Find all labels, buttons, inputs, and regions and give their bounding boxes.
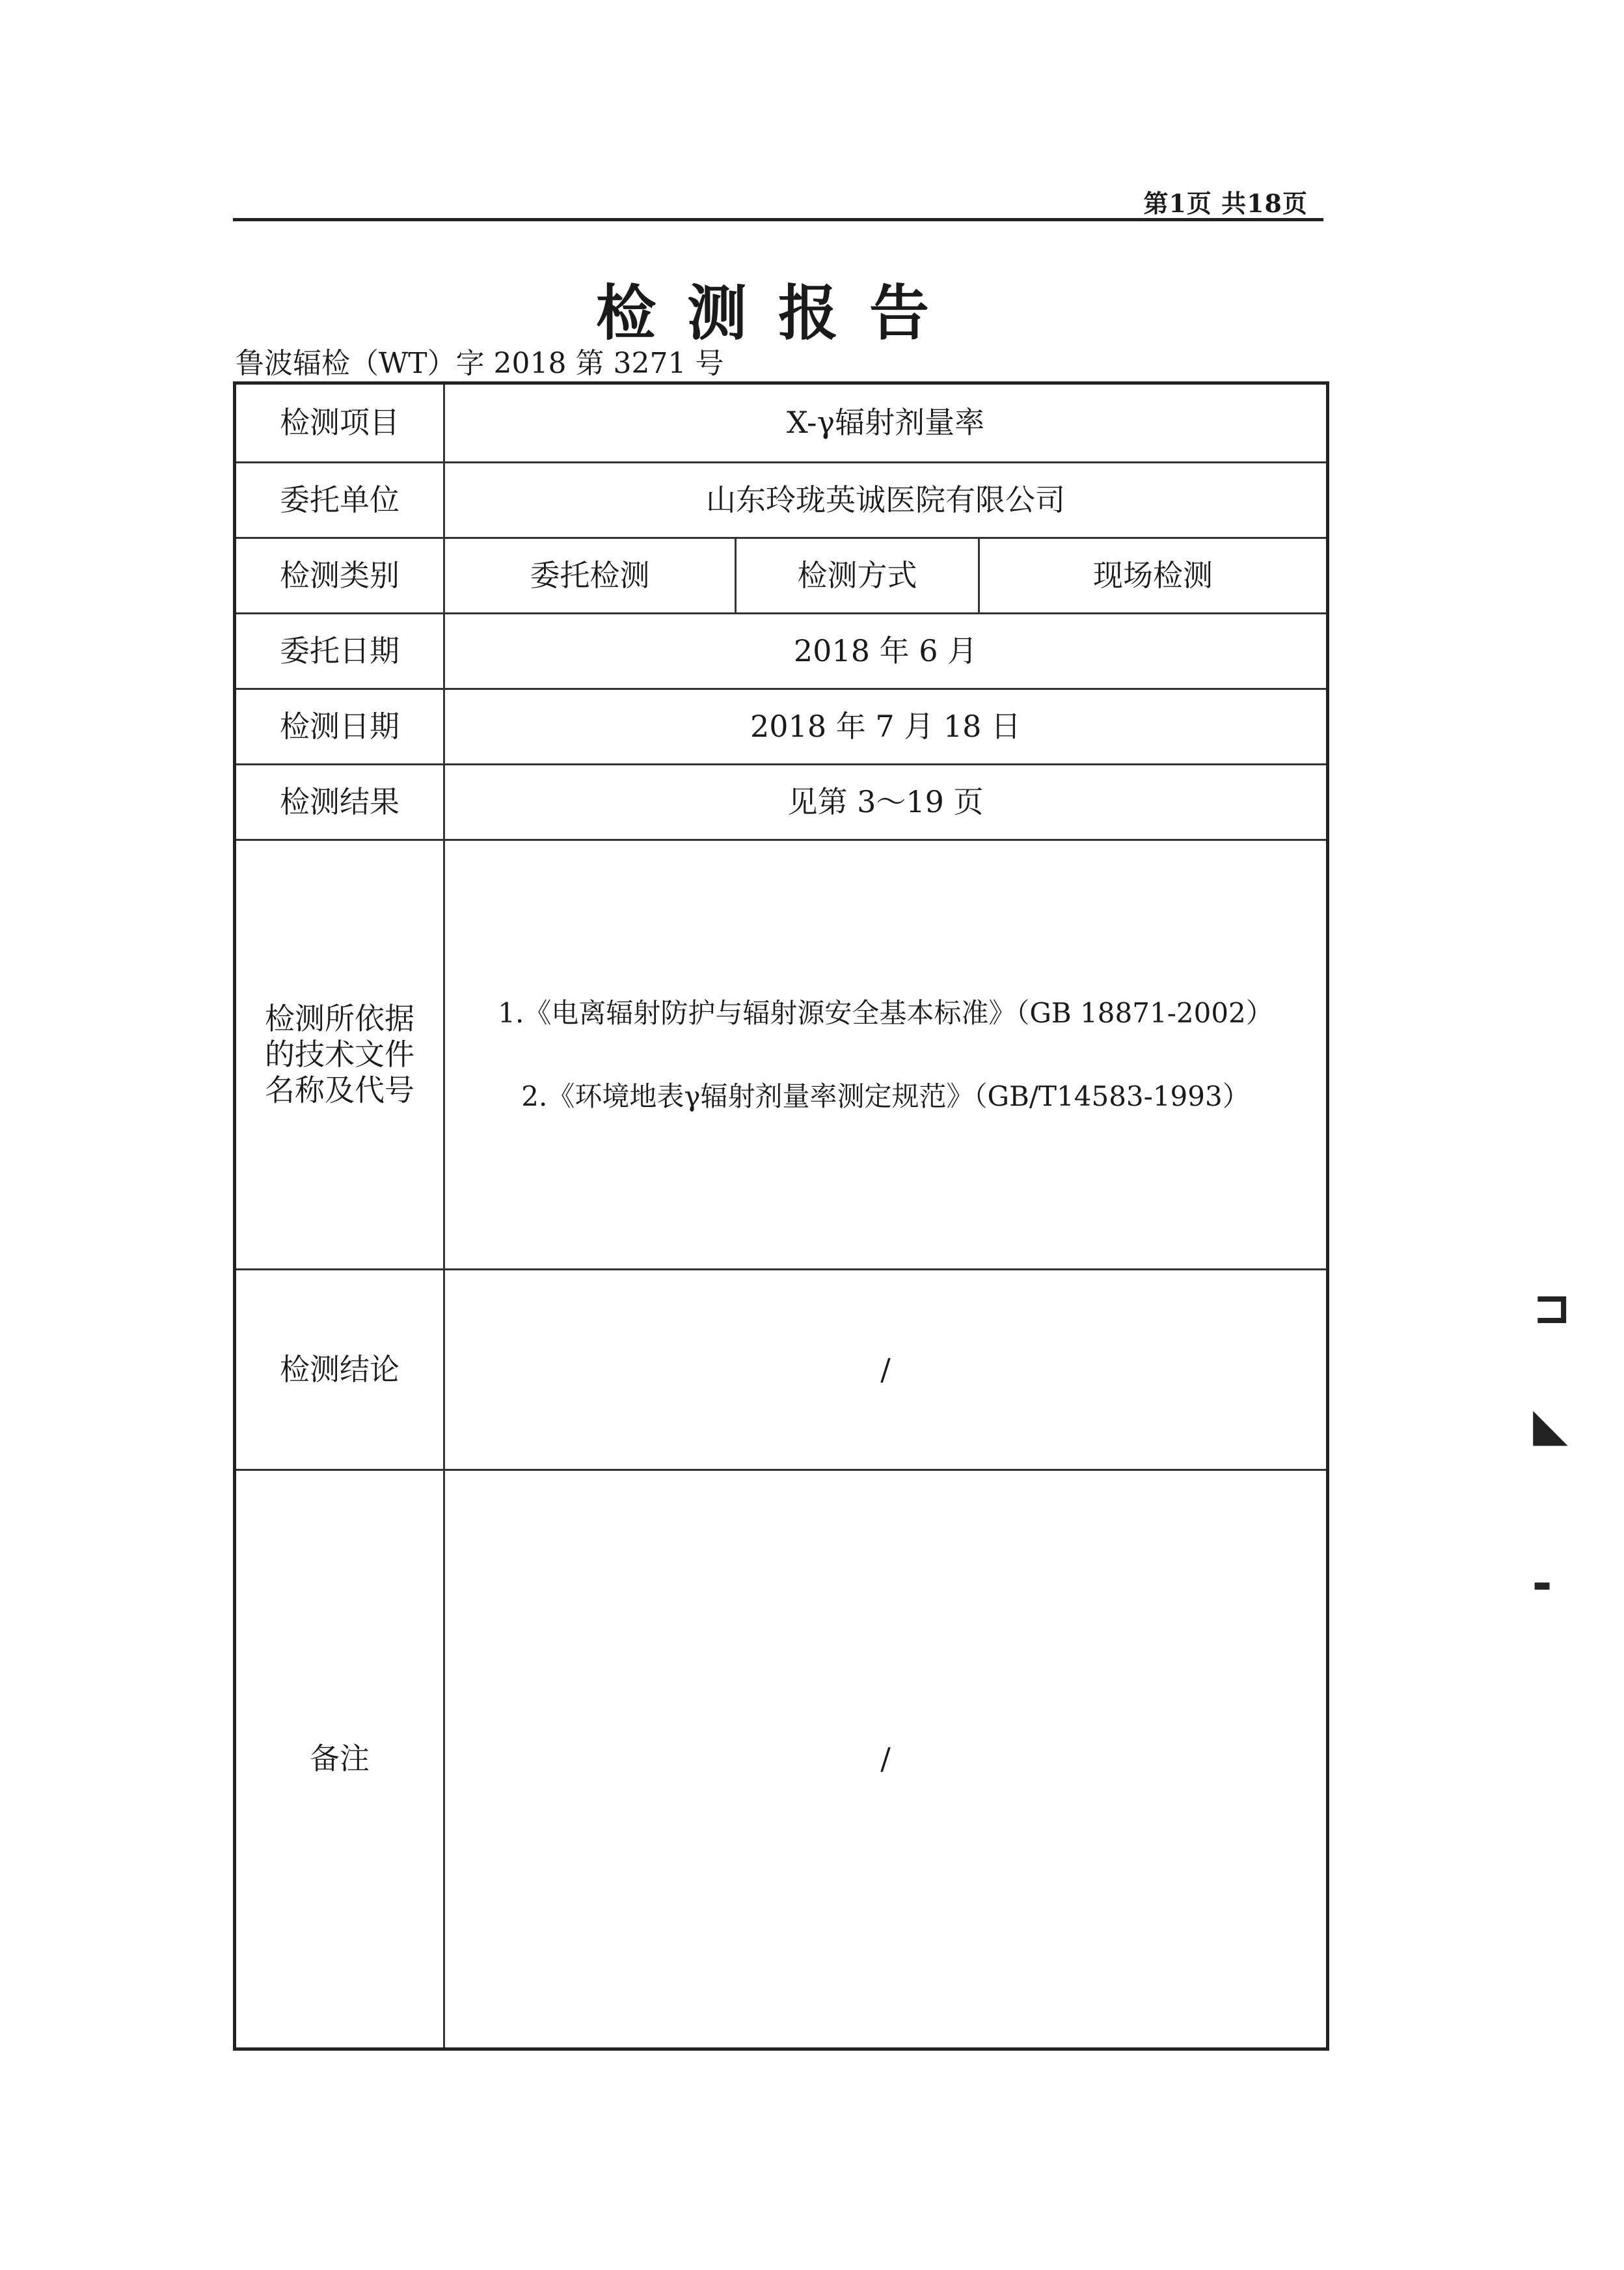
label-basis-line: 的技术文件 xyxy=(265,1036,414,1072)
seal-fragment-mark: ◣ xyxy=(1533,1398,1568,1451)
value-result: 见第 3～19 页 xyxy=(444,765,1328,840)
row-conclusion xyxy=(235,1270,1328,1470)
label-result: 检测结果 xyxy=(235,765,444,840)
report-title: 检测报告 xyxy=(595,278,960,348)
label-method: 检测方式 xyxy=(736,538,979,614)
row-entrust-date xyxy=(235,614,1328,689)
value-category: 委托检测 xyxy=(444,538,736,614)
label-category: 检测类别 xyxy=(235,538,444,614)
label-basis xyxy=(235,840,444,1270)
row-test-date xyxy=(235,689,1328,765)
seal-fragment-mark: ▬ xyxy=(1533,1574,1552,1596)
row-test-item xyxy=(235,383,1328,463)
value-client: 山东玲珑英诚医院有限公司 xyxy=(444,463,1328,538)
seal-fragment-mark: ⊐ xyxy=(1533,1281,1571,1334)
label-basis-line: 名称及代号 xyxy=(265,1073,414,1108)
basis-standard-item: 1.《电离辐射防护与辐射源安全基本标准》（GB 18871-2002） xyxy=(498,996,1273,1029)
label-client: 委托单位 xyxy=(235,463,444,538)
label-basis-line: 检测所依据 xyxy=(265,1000,414,1036)
label-entrust-date: 委托日期 xyxy=(235,614,444,689)
report-table xyxy=(233,381,1329,2051)
row-client xyxy=(235,463,1328,538)
row-remarks xyxy=(235,1470,1328,2049)
value-entrust-date: 2018 年 6 月 xyxy=(444,614,1328,689)
value-remarks: / xyxy=(444,1470,1328,2049)
label-test-item: 检测项目 xyxy=(235,383,444,463)
label-conclusion: 检测结论 xyxy=(235,1270,444,1470)
header-rule xyxy=(233,218,1323,221)
value-test-item: X-γ辐射剂量率 xyxy=(444,383,1328,463)
label-remarks: 备注 xyxy=(235,1470,444,2049)
row-basis xyxy=(235,840,1328,1270)
value-conclusion: / xyxy=(444,1270,1328,1470)
row-category xyxy=(235,538,1328,614)
label-test-date: 检测日期 xyxy=(235,689,444,765)
page-number: 第1页 共18页 xyxy=(1143,189,1308,218)
value-method: 现场检测 xyxy=(979,538,1328,614)
basis-standard-item: 2.《环境地表γ辐射剂量率测定规范》（GB/T14583-1993） xyxy=(521,1080,1250,1112)
document-number: 鲁波辐检（WT）字 2018 第 3271 号 xyxy=(236,347,724,380)
value-basis xyxy=(444,840,1328,1270)
row-result xyxy=(235,765,1328,840)
value-test-date: 2018 年 7 月 18 日 xyxy=(444,689,1328,765)
